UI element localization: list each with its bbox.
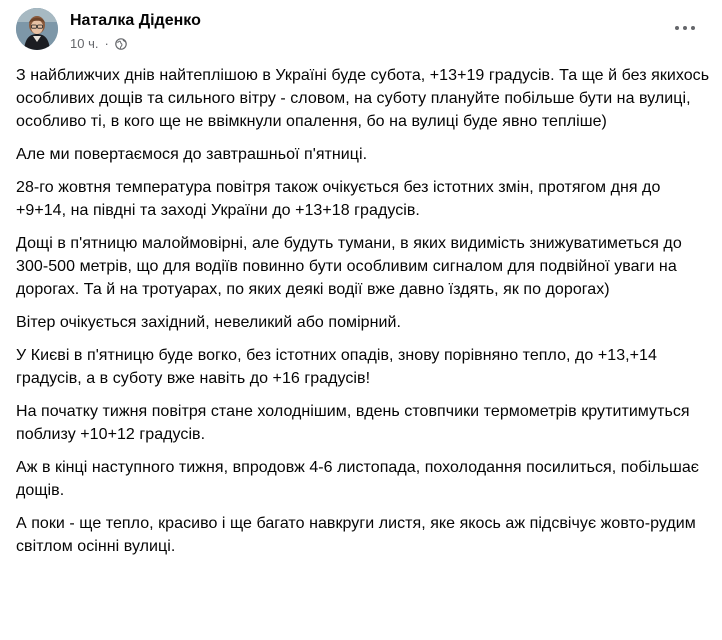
more-options-button[interactable] (670, 16, 700, 40)
post-paragraph: З найближчих днів найтеплішою в Україні буде субота, +13+19 градусів. Та ще й без якихось особливих дощів та сильного вітру - словом, на суботу плануйте побільше бути на вулиці, особливо ті, в кого ще не ввімкнули опалення, бо на вулиці буде явно тепліше) (16, 67, 710, 130)
post-paragraph: 28-го жовтня температура повітря також очікується без істотних змін, протягом дня до +9+14, на півдні та заході України до +13+18 градусів. (16, 179, 661, 219)
post-paragraph: Але ми повертаємося до завтрашньої п'ятниці. (16, 146, 368, 163)
more-horizontal-icon-dot (683, 26, 687, 30)
globe-icon[interactable] (115, 38, 127, 50)
post-meta (70, 36, 127, 52)
post-paragraph: Вітер очікується західний, невеликий або помірний. (16, 314, 401, 331)
author-name[interactable]: Наталка Діденко (70, 12, 201, 29)
more-horizontal-icon (675, 26, 679, 30)
post-paragraph: Дощі в п'ятницю малоймовірні, але будуть тумани, в яких видимість знижуватиметься до 300-500 метрів, що для водіїв повинно бути особливим сигналом для подвійної уваги на дорогах. Та й на тротуарах, по яких деякі водії вже давно їздять, як по дорогах) (16, 235, 682, 298)
post-paragraph: Аж в кінці наступного тижня, впродовж 4-6 листопада, похолодання посилиться, побільшає дощів. (16, 459, 700, 499)
avatar[interactable] (16, 8, 58, 50)
timestamp[interactable]: 10 ч. (70, 36, 99, 51)
meta-separator: · (104, 36, 109, 51)
post-paragraph: На початку тижня повітря стане холоднішим, вдень стовпчики термометрів крутитимуться поблизу +10+12 градусів. (16, 403, 690, 443)
post-paragraph: А поки - ще тепло, красиво і ще багато навкруги листя, яке якось аж підсвічує жовто-рудим світлом осінні вулиці. (16, 515, 696, 555)
post-paragraph: У Києві в п'ятницю буде вогко, без істотних опадів, знову порівняно тепло, до +13,+14 градусів, а в суботу вже навіть до +16 градусів! (16, 347, 657, 387)
post-header (16, 8, 706, 58)
more-horizontal-icon-dot (691, 26, 695, 30)
post-body (16, 64, 710, 568)
